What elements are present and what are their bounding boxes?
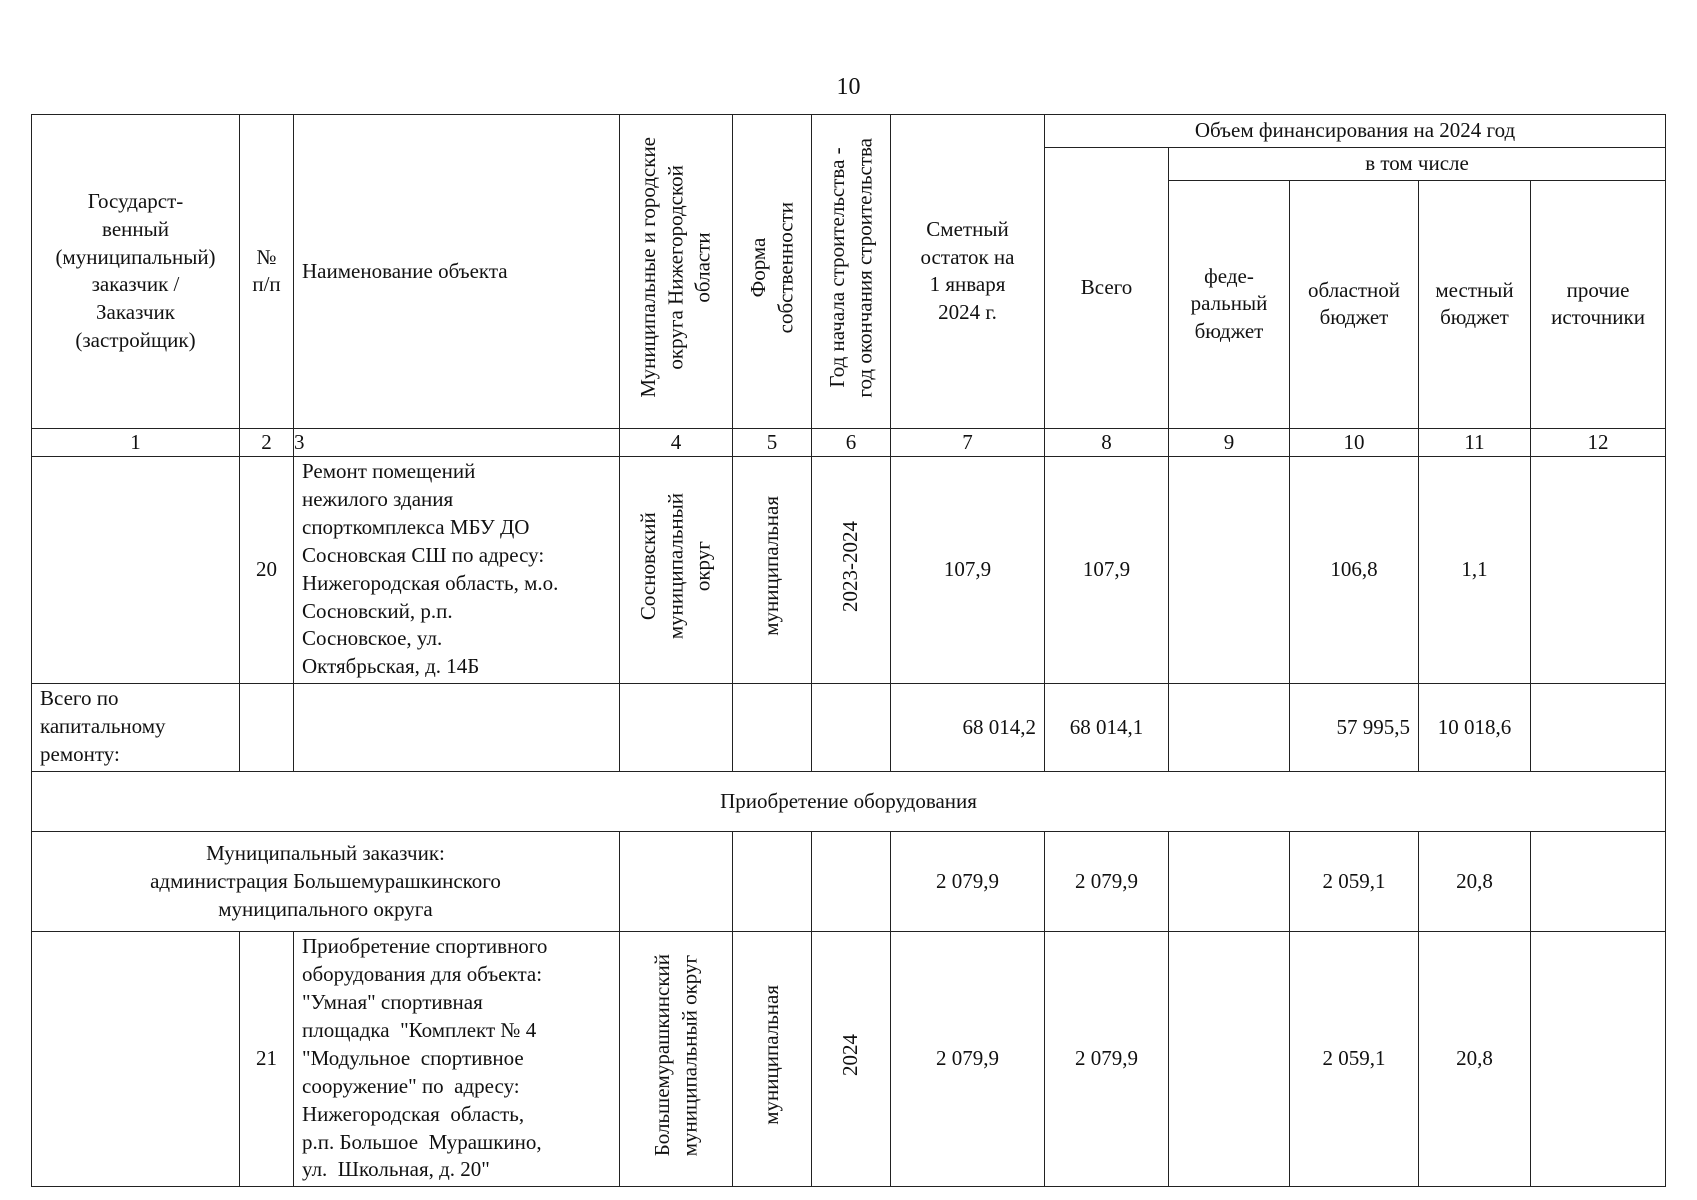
row21-remainder: 2 079,9	[891, 932, 1045, 1187]
column-number: 2	[240, 428, 294, 456]
header-ownership: Форма собственности	[745, 201, 797, 334]
row20-total: 107,9	[1045, 456, 1169, 683]
header-including: в том числе	[1169, 148, 1666, 181]
header-years: Год начала строительства - год окончания строительства	[824, 137, 876, 398]
empty-cell	[620, 684, 733, 772]
row21-number: 21	[240, 932, 294, 1187]
row20-years: 2023-2024	[838, 520, 863, 612]
row21-federal	[1169, 932, 1290, 1187]
header-local: местный бюджет	[1419, 180, 1531, 428]
header-total: Всего	[1045, 148, 1169, 429]
row21-local: 20,8	[1419, 932, 1531, 1187]
row21-other	[1531, 932, 1666, 1187]
column-number: 10	[1290, 428, 1419, 456]
header-customer: Государст- венный (муниципальный) заказчик / Заказчик (застройщик)	[32, 115, 240, 429]
row21-years: 2024	[838, 1034, 863, 1077]
column-number: 12	[1531, 428, 1666, 456]
customer-regional: 2 059,1	[1290, 832, 1419, 932]
capital-total-federal	[1169, 684, 1290, 772]
row20-object-name: Ремонт помещений нежилого здания спорткомплекса МБУ ДО Сосновская СШ по адресу: Нижегородская область, м.о. Сосновский, р.п. Сосновское, ул. Октябрьская, д. 14Б	[294, 456, 620, 683]
customer-local: 20,8	[1419, 832, 1531, 932]
column-number: 7	[891, 428, 1045, 456]
row20-ownership: муниципальная	[759, 496, 784, 637]
customer-remainder: 2 079,9	[891, 832, 1045, 932]
row20-other	[1531, 456, 1666, 683]
empty-cell	[812, 684, 891, 772]
row20-federal	[1169, 456, 1290, 683]
capital-total-local: 10 018,6	[1419, 684, 1531, 772]
row21-customer	[32, 932, 240, 1187]
header-other: прочие источники	[1531, 180, 1666, 428]
financing-table	[31, 114, 1666, 1187]
empty-cell	[812, 832, 891, 932]
empty-cell	[240, 684, 294, 772]
empty-cell	[733, 832, 812, 932]
capital-total-regional: 57 995,5	[1290, 684, 1419, 772]
row21-total: 2 079,9	[1045, 932, 1169, 1187]
page-number: 10	[836, 74, 861, 100]
customer-other	[1531, 832, 1666, 932]
customer-federal	[1169, 832, 1290, 932]
column-number: 9	[1169, 428, 1290, 456]
row20-regional: 106,8	[1290, 456, 1419, 683]
header-remainder: Сметный остаток на 1 января 2024 г.	[891, 115, 1045, 429]
customer-row	[32, 832, 1666, 932]
customer-label: Муниципальный заказчик: администрация Большемурашкинского муниципального округа	[32, 832, 620, 932]
row20-remainder: 107,9	[891, 456, 1045, 683]
capital-total-label: Всего по капитальному ремонту:	[32, 684, 240, 772]
row21-district: Большемурашкинский муниципальный округ	[649, 954, 701, 1157]
table-row	[32, 932, 1666, 1187]
empty-cell	[294, 684, 620, 772]
capital-total-row	[32, 684, 1666, 772]
column-number: 3	[294, 428, 620, 456]
capital-total-total: 68 014,1	[1045, 684, 1169, 772]
column-number: 1	[32, 428, 240, 456]
column-number: 8	[1045, 428, 1169, 456]
column-number: 5	[733, 428, 812, 456]
column-number: 11	[1419, 428, 1531, 456]
row20-customer	[32, 456, 240, 683]
section-title: Приобретение оборудования	[32, 772, 1666, 832]
header-funding-title: Объем финансирования на 2024 год	[1045, 115, 1666, 148]
column-number: 6	[812, 428, 891, 456]
row21-regional: 2 059,1	[1290, 932, 1419, 1187]
header-federal: феде- ральный бюджет	[1169, 180, 1290, 428]
row21-ownership: муниципальная	[759, 985, 784, 1126]
header-number: № п/п	[240, 115, 294, 429]
header-object-name: Наименование объекта	[294, 115, 620, 429]
row20-local: 1,1	[1419, 456, 1531, 683]
customer-total: 2 079,9	[1045, 832, 1169, 932]
header-regional: областной бюджет	[1290, 180, 1419, 428]
row20-number: 20	[240, 456, 294, 683]
row20-district: Сосновский муниципальный округ	[636, 493, 715, 640]
empty-cell	[733, 684, 812, 772]
column-number: 4	[620, 428, 733, 456]
table-row	[32, 456, 1666, 683]
empty-cell	[620, 832, 733, 932]
row21-object-name: Приобретение спортивного оборудования для объекта: "Умная" спортивная площадка "Комплект № 4 "Модульное спортивное сооружение" по адресу: Нижегородская область, р.п. Большое Мурашкино, ул. Школьная, д. 20"	[294, 932, 620, 1187]
capital-total-other	[1531, 684, 1666, 772]
capital-total-remainder: 68 014,2	[891, 684, 1045, 772]
header-district: Муниципальные и городские округа Нижегородской области	[636, 137, 715, 398]
